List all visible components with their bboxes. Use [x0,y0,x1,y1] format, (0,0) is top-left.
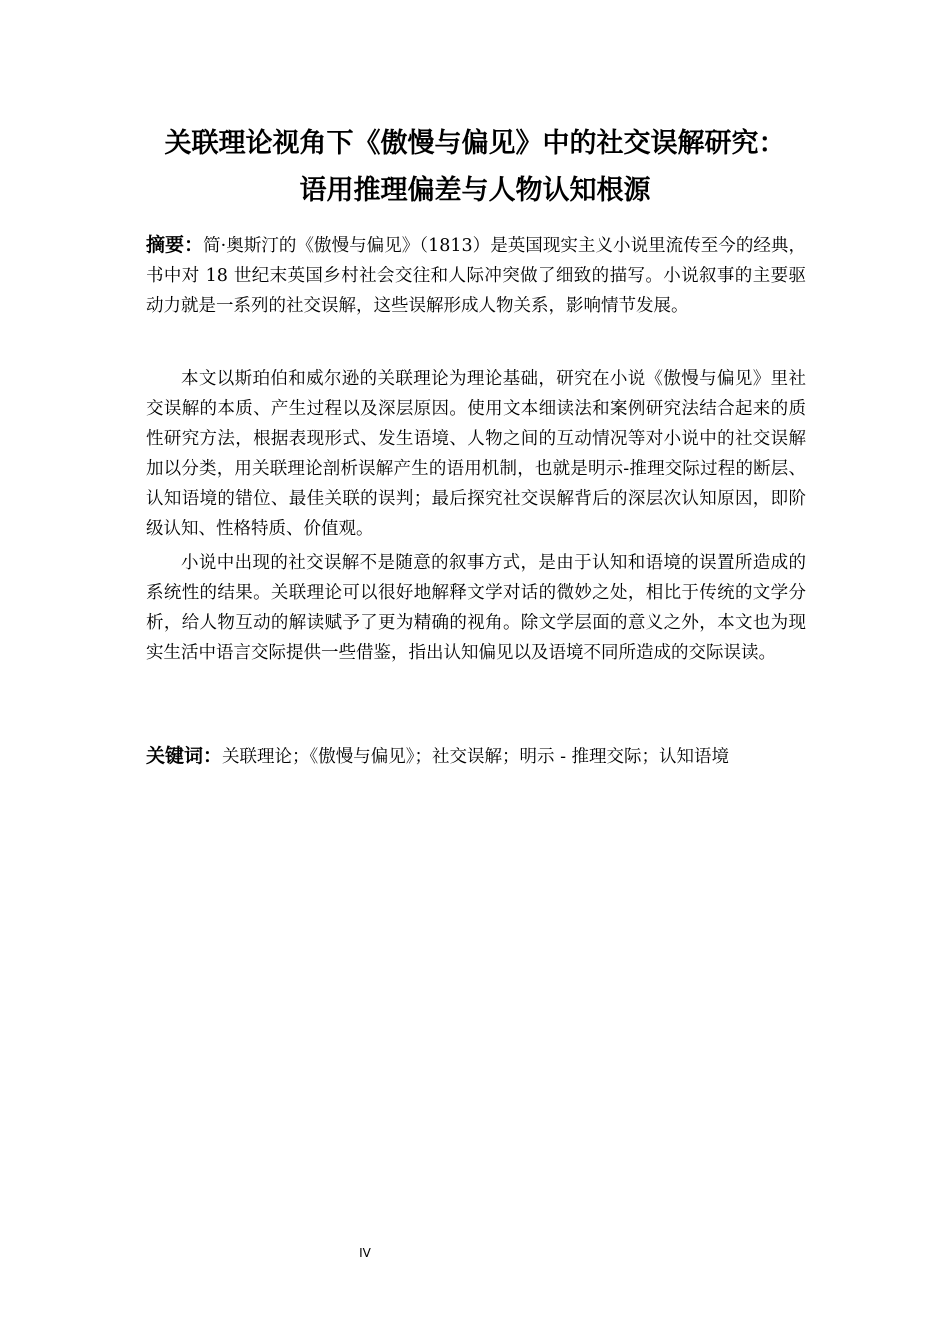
page-number: IV [359,1246,371,1260]
document-title-line-1: 关联理论视角下《傲慢与偏见》中的社交误解研究： [164,128,786,159]
keywords-text: 关联理论；《傲慢与偏见》；社交误解；明示 - 推理交际；认知语境 [222,747,730,767]
abstract-label: 摘要： [146,234,204,256]
abstract-paragraph-2: 本文以斯珀伯和威尔逊的关联理论为理论基础，研究在小说《傲慢与偏见》里社交误解的本质、产生过程以及深层原因。使用文本细读法和案例研究法结合起来的质性研究方法，根据表现形式、发生语境、人物之间的互动情况等对小说中的社交误解加以分类，用关联理论剖析误解产生的语用机制，也就是明示-推理交际过程的断层、认知语境的错位、最佳关联的误判；最后探究社交误解背后的深层次认知原因，即阶级认知、性格特质、价值观。 [146,369,806,539]
abstract-paragraph-3: 小说中出现的社交误解不是随意的叙事方式，是由于认知和语境的误置所造成的系统性的结果。关联理论可以很好地解释文学对话的微妙之处，相比于传统的文学分析，给人物互动的解读赋予了更为精确的视角。除文学层面的意义之外，本文也为现实生活中语言交际提供一些借鉴，指出认知偏见以及语境不同所造成的交际误读。 [146,553,806,663]
keywords-label: 关键词： [146,745,223,767]
abstract-paragraph-1 [146,230,806,321]
abstract-paragraph-1-text: 简·奥斯汀的《傲慢与偏见》（1813）是英国现实主义小说里流传至今的经典，书中对 18 世纪末英国乡村社会交往和人际冲突做了细致的描写。小说叙事的主要驱动力就是一系列的社交误解，这些误解形成人物关系，影响情节发展。 [146,236,806,316]
keywords-section [146,741,806,772]
document-title-line-2: 语用推理偏差与人物认知根源 [299,175,651,206]
